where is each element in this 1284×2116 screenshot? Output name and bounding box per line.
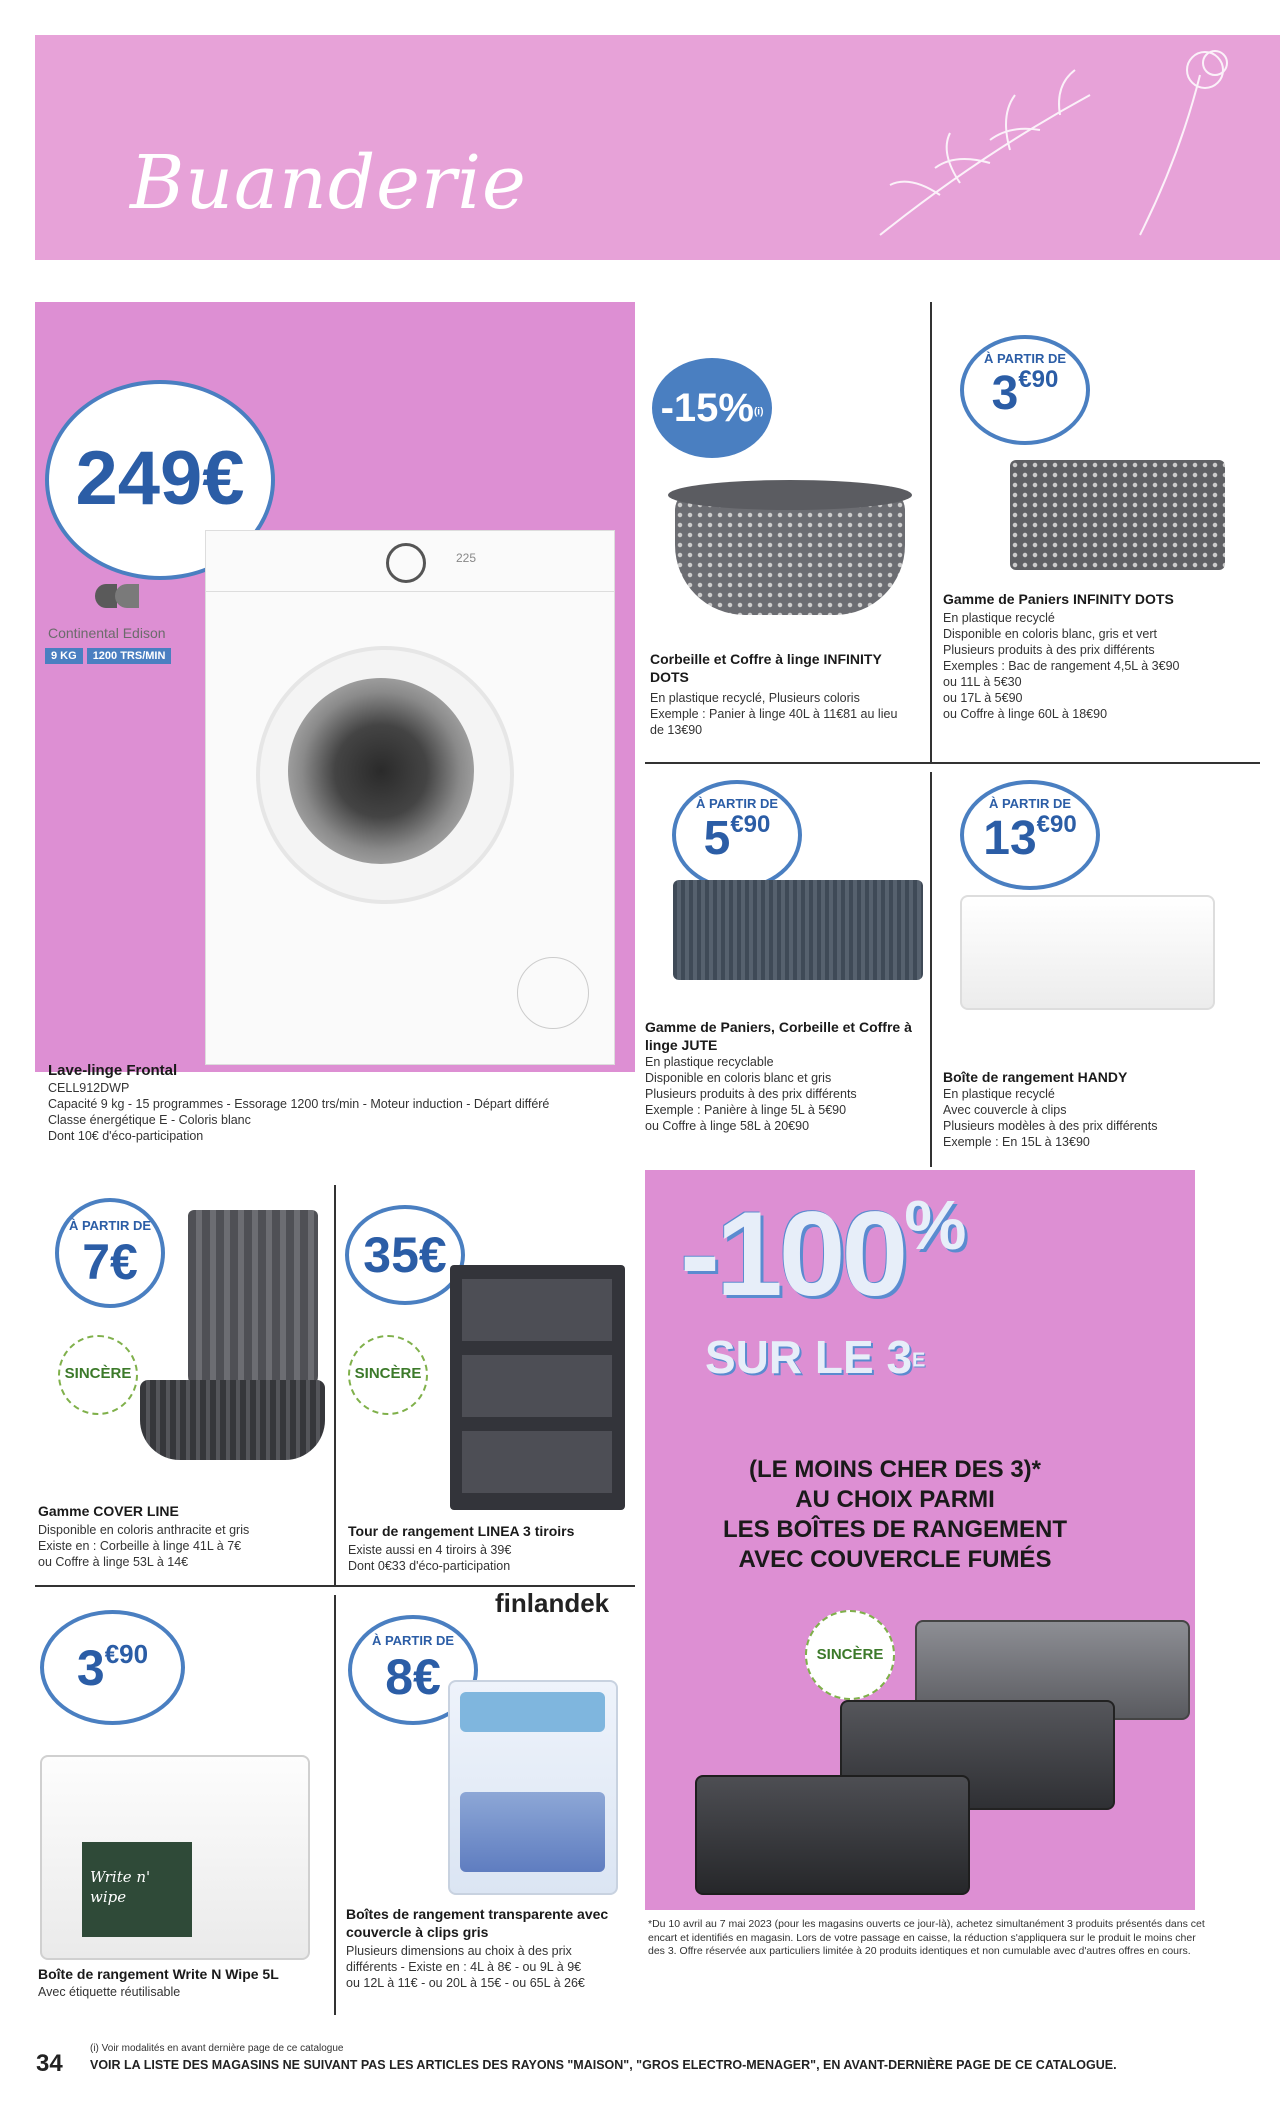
cover-line-price-circle — [55, 1198, 165, 1308]
washing-machine-image — [205, 530, 615, 1065]
badge-note: (i) — [753, 406, 764, 418]
cover-line-title: Gamme COVER LINE — [38, 1503, 179, 1519]
desc-line: Exemple : En 15L à 13€90 — [943, 1135, 1090, 1149]
chalk-label-text: Write n' wipe — [90, 1868, 151, 1906]
desc-line: ou Coffre à linge 60L à 18€90 — [943, 707, 1108, 721]
infinity-range-title: Gamme de Paniers INFINITY DOTS — [943, 591, 1174, 607]
divider — [645, 762, 1260, 764]
price: 35€ — [363, 1227, 447, 1283]
desc-line: Dont 0€33 d'éco-participation — [348, 1559, 511, 1573]
sincere-badge — [58, 1335, 138, 1415]
promo-line: LES BOÎTES DE RANGEMENT — [722, 1516, 1068, 1543]
desc-line: ou Coffre à linge 53L à 14€ — [38, 1555, 189, 1569]
footer-main: VOIR LA LISTE DES MAGASINS NE SUIVANT PAS LES ARTICLES DES RAYONS "MAISON", "GROS ELECTRO-MENAGER", EN AVANT-DERNIÈRE PAGE DE CE CATALOGUE. — [90, 2058, 1117, 2072]
promo-amount: -100 — [680, 1187, 905, 1321]
sincere-badge — [348, 1335, 428, 1415]
transparent-lines — [346, 1943, 585, 1991]
discount-badge — [652, 358, 772, 458]
promo-line: AVEC COUVERCLE FUMÉS — [738, 1546, 1052, 1573]
write-wipe-price-circle — [40, 1610, 185, 1725]
desc-line: Disponible en coloris blanc, gris et vert — [943, 627, 1157, 641]
price-prefix: À PARTIR DE — [68, 1218, 152, 1233]
handy-price-circle — [960, 780, 1100, 890]
cover-line-basket-image — [140, 1380, 325, 1460]
divider — [334, 1595, 336, 2015]
price-integer: 3 — [76, 1640, 105, 1696]
jute-basket-image — [673, 880, 923, 980]
desc-line: Exemple : Panière à linge 5L à 5€90 — [645, 1103, 847, 1117]
spec-tag: 9 KG — [45, 648, 83, 664]
washer-desc: Dont 10€ d'éco-participation — [48, 1129, 204, 1143]
desc-line: différents - Existe en : 4L à 8€ - ou 9L à 9€ — [346, 1960, 582, 1974]
desc-line: Disponible en coloris anthracite et gris — [38, 1523, 250, 1537]
write-wipe-title: Boîte de rangement Write N Wipe 5L — [38, 1966, 279, 1982]
handy-title: Boîte de rangement HANDY — [943, 1069, 1128, 1085]
washer-title: Lave-linge Frontal — [48, 1062, 178, 1079]
price-integer: 3 — [991, 367, 1019, 420]
promo-sub — [705, 1330, 925, 1384]
washer-display: 225 — [456, 551, 477, 565]
washer-price: 249€ — [75, 436, 245, 521]
price-prefix: À PARTIR DE — [988, 796, 1072, 811]
desc-line: Existe en : Corbeille à linge 41L à 7€ — [38, 1539, 242, 1553]
price-cents: €90 — [730, 811, 771, 838]
jute-price-circle — [672, 780, 802, 890]
washer-ref: CELL912DWP — [48, 1081, 130, 1095]
promo-big-text — [680, 1185, 966, 1323]
promo-sub-sup: E — [912, 1349, 926, 1372]
desc-line: Exemples : Bac de rangement 4,5L à 3€90 — [943, 659, 1180, 673]
infinity-basket-desc: Exemple : Panier à linge 40L à 11€81 au lieu de 13€90 — [650, 707, 898, 737]
linea-title: Tour de rangement LINEA 3 tiroirs — [348, 1523, 575, 1539]
price: 7€ — [82, 1234, 138, 1290]
desc-line: Avec étiquette réutilisable — [38, 1985, 181, 1999]
desc-line: ou Coffre à linge 58L à 20€90 — [645, 1119, 810, 1133]
desc-line: Plusieurs dimensions au choix à des prix — [346, 1944, 572, 1958]
linea-tower-image — [450, 1265, 625, 1510]
linea-lines — [348, 1542, 511, 1574]
washer-spec-tags — [45, 648, 171, 664]
basket-rim — [668, 480, 912, 510]
cover-line-lines — [38, 1522, 249, 1570]
promo-conditions — [695, 1455, 1095, 1575]
infinity-basket-desc: En plastique recyclé, Plusieurs coloris — [650, 691, 860, 705]
jute-lines — [645, 1054, 857, 1134]
footer-note: (i) Voir modalités en avant dernière page de ce catalogue — [90, 2043, 344, 2054]
price: 8€ — [385, 1649, 441, 1705]
infinity-bin-image — [1010, 460, 1225, 570]
promo-footnote: *Du 10 avril au 7 mai 2023 (pour les magasins ouverts ce jour-là), achetez simultanément 3 produits présentés dans cet encart et identifiés en magasin. Lors de votre passage en caisse, la réduction s'appliquera sur le produit le moins cher des 3. Offre réservée aux particuliers limitée à 20 produits identiques et non cumulable avec d'autres offres en cours. — [648, 1918, 1205, 1957]
finlandek-logo: finlandek — [495, 1588, 610, 1618]
floral-decoration-icon — [760, 35, 1260, 260]
divider — [334, 1185, 336, 1585]
desc-line: En plastique recyclable — [645, 1055, 774, 1069]
price-integer: 13 — [983, 812, 1037, 865]
infinity-range-price-circle — [960, 335, 1090, 445]
promo-percent: % — [904, 1186, 967, 1264]
desc-line: Existe aussi en 4 tiroirs à 39€ — [348, 1543, 512, 1557]
price-prefix: À PARTIR DE — [983, 351, 1067, 366]
desc-line: Plusieurs produits à des prix différents — [645, 1087, 857, 1101]
linea-price-circle — [345, 1205, 465, 1305]
desc-line: En plastique recyclé — [943, 1087, 1055, 1101]
desc-line: ou 12L à 11€ - ou 20L à 15€ - ou 65L à 26€ — [346, 1976, 585, 1990]
price-cents: €90 — [104, 1639, 149, 1669]
price-prefix: À PARTIR DE — [371, 1633, 455, 1648]
handy-box-image — [960, 895, 1215, 1010]
brand-logo-icon — [95, 582, 145, 612]
price-cents: €90 — [1036, 811, 1077, 838]
transparent-title: Boîtes de rangement transparente avec couvercle à clips gris — [346, 1906, 609, 1940]
divider — [930, 772, 932, 1167]
washer-brand: Continental Edison — [48, 625, 166, 641]
desc-line: En plastique recyclé — [943, 611, 1055, 625]
sincere-label: SINCÈRE — [64, 1365, 132, 1382]
sincere-label: SINCÈRE — [354, 1365, 422, 1382]
sincere-badge — [805, 1610, 895, 1700]
page-title: Buanderie — [130, 140, 527, 226]
promo-line: AU CHOIX PARMI — [795, 1486, 995, 1513]
spec-tag: 1200 TRS/MIN — [87, 648, 172, 664]
divider — [35, 1585, 635, 1587]
discount-badge-text: -15% — [660, 386, 754, 430]
desc-line: Plusieurs modèles à des prix différents — [943, 1119, 1158, 1133]
divider — [930, 302, 932, 762]
promo-line: (LE MOINS CHER DES 3)* — [748, 1456, 1042, 1483]
desc-line: Disponible en coloris blanc et gris — [645, 1071, 832, 1085]
price-prefix: À PARTIR DE — [695, 796, 779, 811]
jute-title: Gamme de Paniers, Corbeille et Coffre à linge JUTE — [645, 1019, 912, 1053]
cover-line-hamper-image — [188, 1210, 318, 1390]
promo-sub-text: SUR LE 3 — [705, 1331, 913, 1383]
washer-desc: Classe énergétique E - Coloris blanc — [48, 1113, 251, 1127]
washer-desc: Capacité 9 kg - 15 programmes - Essorage 1200 trs/min - Moteur induction - Départ différé — [48, 1097, 550, 1111]
write-wipe-box-image — [40, 1755, 310, 1960]
sincere-label: SINCÈRE — [816, 1646, 884, 1663]
smoked-box-image — [695, 1775, 970, 1895]
desc-line: ou 17L à 5€90 — [943, 691, 1023, 705]
price-integer: 5 — [703, 812, 731, 865]
page-header — [35, 35, 1280, 260]
desc-line: Avec couvercle à clips — [943, 1103, 1067, 1117]
desc-line: Plusieurs produits à des prix différents — [943, 643, 1155, 657]
transparent-boxes-image — [448, 1680, 618, 1895]
price-cents: €90 — [1018, 366, 1059, 393]
page-number: 34 — [36, 2050, 63, 2077]
infinity-basket-title: Corbeille et Coffre à linge INFINITY DOTS — [650, 651, 882, 685]
desc-line: ou 11L à 5€30 — [943, 675, 1022, 689]
infinity-range-lines — [943, 610, 1180, 722]
handy-lines — [943, 1086, 1157, 1150]
